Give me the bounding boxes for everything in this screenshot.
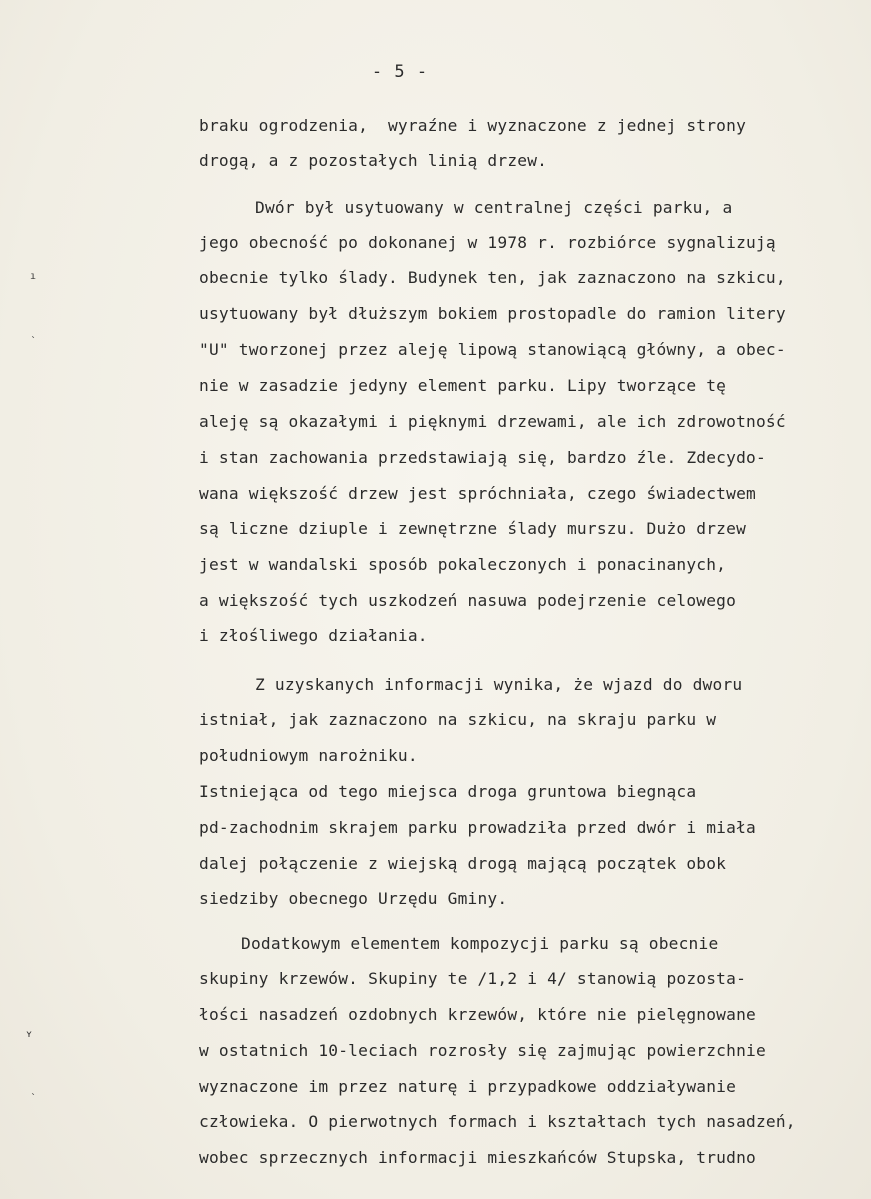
text-line: wobec sprzecznych informacji mieszkańców Stupska, trudno: [199, 1148, 756, 1167]
text-line: i złośliwego działania.: [199, 626, 428, 645]
margin-mark: ı: [30, 271, 37, 282]
text-line: pd-zachodnim skrajem parku prowadziła przed dwór i miała: [199, 818, 756, 837]
text-line: południowym narożniku.: [199, 746, 418, 765]
text-line: Z uzyskanych informacji wynika, że wjazd do dworu: [255, 675, 743, 694]
text-line: człowieka. O pierwotnych formach i kształtach tych nasadzeń,: [199, 1112, 796, 1131]
text-line: w ostatnich 10-leciach rozrosły się zajmując powierzchnie: [199, 1041, 766, 1060]
text-line: i stan zachowania przedstawiają się, bardzo źle. Zdecydo-: [199, 448, 766, 467]
text-line: Dwór był usytuowany w centralnej części parku, a: [255, 198, 733, 217]
text-line: usytuowany był dłuższym bokiem prostopadle do ramion litery: [199, 304, 786, 323]
text-line: wana większość drzew jest spróchniała, czego świadectwem: [199, 484, 756, 503]
text-line: drogą, a z pozostałych linią drzew.: [199, 151, 548, 170]
page-number: - 5 -: [371, 62, 429, 82]
text-line: "U" tworzonej przez aleję lipową stanowiącą główny, a obec-: [199, 340, 786, 359]
text-line: łości nasadzeń ozdobnych krzewów, które nie pielęgnowane: [199, 1005, 756, 1024]
text-line: dalej połączenie z wiejską drogą mającą początek obok: [199, 854, 727, 873]
text-line: jego obecność po dokonanej w 1978 r. rozbiórce sygnalizują: [199, 233, 776, 252]
text-line: wyznaczone im przez naturę i przypadkowe oddziaływanie: [199, 1077, 737, 1096]
text-line: są liczne dziuple i zewnętrzne ślady murszu. Dużo drzew: [199, 519, 747, 538]
text-line: jest w wandalski sposób pokaleczonych i ponacinanych,: [199, 555, 727, 574]
text-line: Dodatkowym elementem kompozycji parku są obecnie: [241, 934, 719, 953]
text-line: istniał, jak zaznaczono na szkicu, na skraju parku w: [199, 710, 717, 729]
text-line: braku ogrodzenia, wyraźne i wyznaczone z jednej strony: [199, 116, 747, 135]
margin-mark: ˎ: [30, 327, 37, 338]
text-line: siedziby obecnego Urzędu Gminy.: [199, 889, 508, 908]
text-line: Istniejąca od tego miejsca droga gruntowa biegnąca: [199, 782, 697, 801]
text-line: obecnie tylko ślady. Budynek ten, jak zaznaczono na szkicu,: [199, 268, 786, 287]
text-line: nie w zasadzie jedyny element parku. Lipy tworzące tę: [199, 376, 727, 395]
text-line: skupiny krzewów. Skupiny te /1,2 i 4/ stanowią pozosta-: [199, 969, 747, 988]
text-line: a większość tych uszkodzeń nasuwa podejrzenie celowego: [199, 591, 737, 610]
margin-mark: ʏ: [26, 1029, 33, 1040]
text-line: aleję są okazałymi i pięknymi drzewami, ale ich zdrowotność: [199, 412, 786, 431]
margin-mark: ˎ: [30, 1084, 37, 1095]
